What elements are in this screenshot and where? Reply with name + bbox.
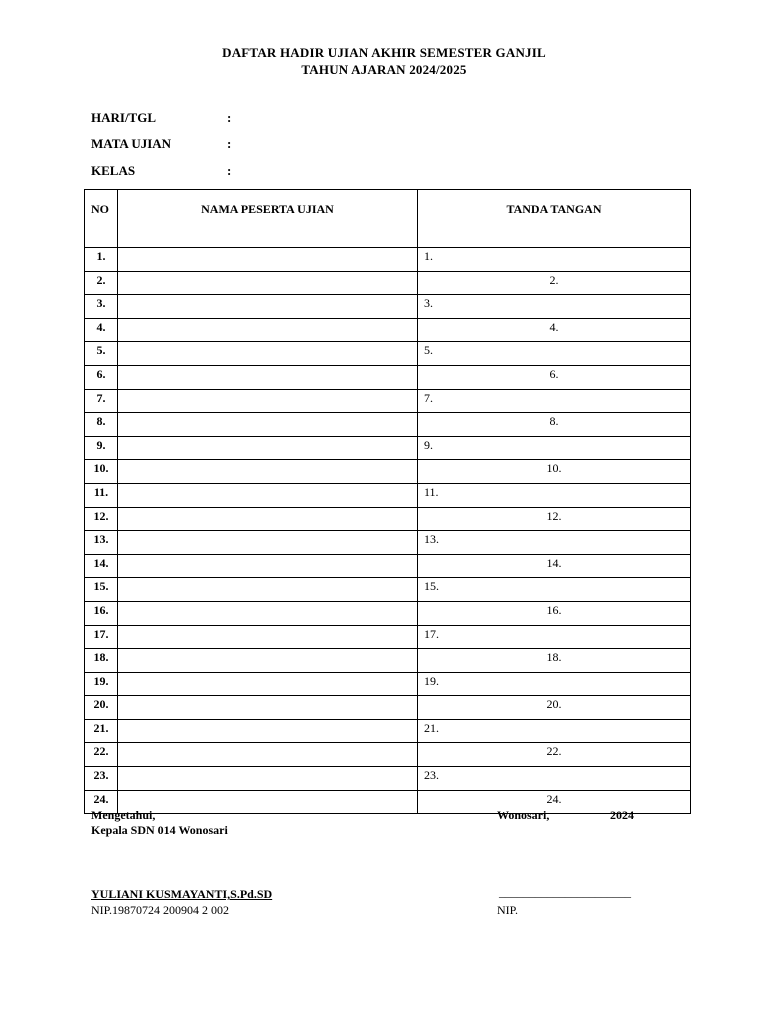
signature-cell[interactable]: 8. bbox=[418, 413, 691, 437]
table-row bbox=[85, 649, 691, 673]
participant-name-cell[interactable] bbox=[118, 719, 418, 743]
table-header-row bbox=[85, 190, 691, 248]
participant-name-cell[interactable] bbox=[118, 531, 418, 555]
participant-name-cell[interactable] bbox=[118, 672, 418, 696]
signature-cell[interactable]: 15. bbox=[418, 578, 691, 602]
participant-name-cell[interactable] bbox=[118, 507, 418, 531]
field-separator: : bbox=[227, 110, 232, 125]
row-number: 6. bbox=[85, 365, 118, 389]
participant-name-cell[interactable] bbox=[118, 767, 418, 791]
table-row bbox=[85, 767, 691, 791]
table-row bbox=[85, 790, 691, 814]
participant-name-cell[interactable] bbox=[118, 248, 418, 272]
field-label: MATA UJIAN bbox=[91, 136, 172, 151]
row-number: 12. bbox=[85, 507, 118, 531]
signature-cell[interactable]: 20. bbox=[418, 696, 691, 720]
field-separator: : bbox=[227, 163, 232, 178]
row-number: 2. bbox=[85, 271, 118, 295]
signature-line: ______________________ bbox=[499, 885, 631, 899]
signature-cell[interactable]: 10. bbox=[418, 460, 691, 484]
row-number: 17. bbox=[85, 625, 118, 649]
participant-name-cell[interactable] bbox=[118, 554, 418, 578]
signature-cell[interactable]: 21. bbox=[418, 719, 691, 743]
row-number: 16. bbox=[85, 601, 118, 625]
header-signature: TANDA TANGAN bbox=[418, 190, 691, 248]
table-row bbox=[85, 743, 691, 767]
table-row bbox=[85, 554, 691, 578]
table-row bbox=[85, 483, 691, 507]
signature-cell[interactable]: 7. bbox=[418, 389, 691, 413]
signature-cell[interactable]: 1. bbox=[418, 248, 691, 272]
year-label: 2024 bbox=[610, 808, 634, 822]
principal-nip: NIP.19870724 200904 2 002 bbox=[91, 903, 230, 917]
signature-cell[interactable]: 6. bbox=[418, 365, 691, 389]
participant-name-cell[interactable] bbox=[118, 743, 418, 767]
table-row bbox=[85, 507, 691, 531]
table-row bbox=[85, 625, 691, 649]
row-number: 14. bbox=[85, 554, 118, 578]
participant-name-cell[interactable] bbox=[118, 790, 418, 814]
participant-name-cell[interactable] bbox=[118, 460, 418, 484]
field-label: KELAS bbox=[91, 163, 136, 178]
row-number: 3. bbox=[85, 295, 118, 319]
place-label: Wonosari, bbox=[497, 808, 550, 822]
participant-name-cell[interactable] bbox=[118, 389, 418, 413]
signature-cell[interactable]: 23. bbox=[418, 767, 691, 791]
signature-cell[interactable]: 18. bbox=[418, 649, 691, 673]
row-number: 20. bbox=[85, 696, 118, 720]
document-subtitle: TAHUN AJARAN 2024/2025 bbox=[301, 62, 467, 77]
participant-name-cell[interactable] bbox=[118, 601, 418, 625]
table-row bbox=[85, 601, 691, 625]
signature-cell[interactable]: 4. bbox=[418, 318, 691, 342]
table-row bbox=[85, 413, 691, 437]
table-row bbox=[85, 578, 691, 602]
teacher-nip: NIP. bbox=[497, 903, 519, 917]
field-hari-tgl bbox=[91, 110, 231, 126]
table-row bbox=[85, 696, 691, 720]
field-mata-ujian bbox=[91, 136, 231, 152]
table-row bbox=[85, 318, 691, 342]
signature-cell[interactable]: 5. bbox=[418, 342, 691, 366]
field-label: HARI/TGL bbox=[91, 110, 157, 125]
row-number: 19. bbox=[85, 672, 118, 696]
signature-cell[interactable]: 13. bbox=[418, 531, 691, 555]
principal-position: Kepala SDN 014 Wonosari bbox=[91, 823, 228, 837]
row-number: 22. bbox=[85, 743, 118, 767]
row-number: 24. bbox=[85, 790, 118, 814]
header-name: NAMA PESERTA UJIAN bbox=[118, 190, 418, 248]
signature-cell[interactable]: 24. bbox=[418, 790, 691, 814]
signature-cell[interactable]: 3. bbox=[418, 295, 691, 319]
table-row bbox=[85, 672, 691, 696]
field-separator: : bbox=[227, 136, 232, 151]
row-number: 15. bbox=[85, 578, 118, 602]
row-number: 13. bbox=[85, 531, 118, 555]
signature-cell[interactable]: 22. bbox=[418, 743, 691, 767]
participant-name-cell[interactable] bbox=[118, 271, 418, 295]
field-kelas bbox=[91, 163, 231, 179]
row-number: 7. bbox=[85, 389, 118, 413]
row-number: 9. bbox=[85, 436, 118, 460]
table-row bbox=[85, 719, 691, 743]
table-row bbox=[85, 365, 691, 389]
signature-cell[interactable]: 17. bbox=[418, 625, 691, 649]
row-number: 11. bbox=[85, 483, 118, 507]
participant-name-cell[interactable] bbox=[118, 342, 418, 366]
participant-name-cell[interactable] bbox=[118, 318, 418, 342]
table-row bbox=[85, 460, 691, 484]
row-number: 21. bbox=[85, 719, 118, 743]
signature-cell[interactable]: 19. bbox=[418, 672, 691, 696]
document-title: DAFTAR HADIR UJIAN AKHIR SEMESTER GANJIL bbox=[222, 45, 546, 60]
participant-name-cell[interactable] bbox=[118, 578, 418, 602]
table-row bbox=[85, 295, 691, 319]
table-row bbox=[85, 436, 691, 460]
table-row bbox=[85, 248, 691, 272]
participant-name-cell[interactable] bbox=[118, 436, 418, 460]
attendance-table bbox=[84, 189, 691, 814]
principal-name: YULIANI KUSMAYANTI,S.Pd.SD bbox=[91, 887, 273, 901]
row-number: 4. bbox=[85, 318, 118, 342]
participant-name-cell[interactable] bbox=[118, 696, 418, 720]
participant-name-cell[interactable] bbox=[118, 295, 418, 319]
signature-cell[interactable]: 14. bbox=[418, 554, 691, 578]
header-no: NO bbox=[85, 190, 118, 248]
participant-name-cell[interactable] bbox=[118, 625, 418, 649]
table-row bbox=[85, 389, 691, 413]
row-number: 23. bbox=[85, 767, 118, 791]
signature-cell[interactable]: 9. bbox=[418, 436, 691, 460]
table-row bbox=[85, 271, 691, 295]
acknowledged-label: Mengetahui, bbox=[91, 808, 156, 822]
signature-cell[interactable]: 12. bbox=[418, 507, 691, 531]
table-row bbox=[85, 531, 691, 555]
signature-cell[interactable]: 11. bbox=[418, 483, 691, 507]
row-number: 18. bbox=[85, 649, 118, 673]
signature-cell[interactable]: 16. bbox=[418, 601, 691, 625]
row-number: 8. bbox=[85, 413, 118, 437]
row-number: 1. bbox=[85, 248, 118, 272]
row-number: 10. bbox=[85, 460, 118, 484]
participant-name-cell[interactable] bbox=[118, 413, 418, 437]
row-number: 5. bbox=[85, 342, 118, 366]
participant-name-cell[interactable] bbox=[118, 483, 418, 507]
table-row bbox=[85, 342, 691, 366]
signature-cell[interactable]: 2. bbox=[418, 271, 691, 295]
participant-name-cell[interactable] bbox=[118, 365, 418, 389]
participant-name-cell[interactable] bbox=[118, 649, 418, 673]
